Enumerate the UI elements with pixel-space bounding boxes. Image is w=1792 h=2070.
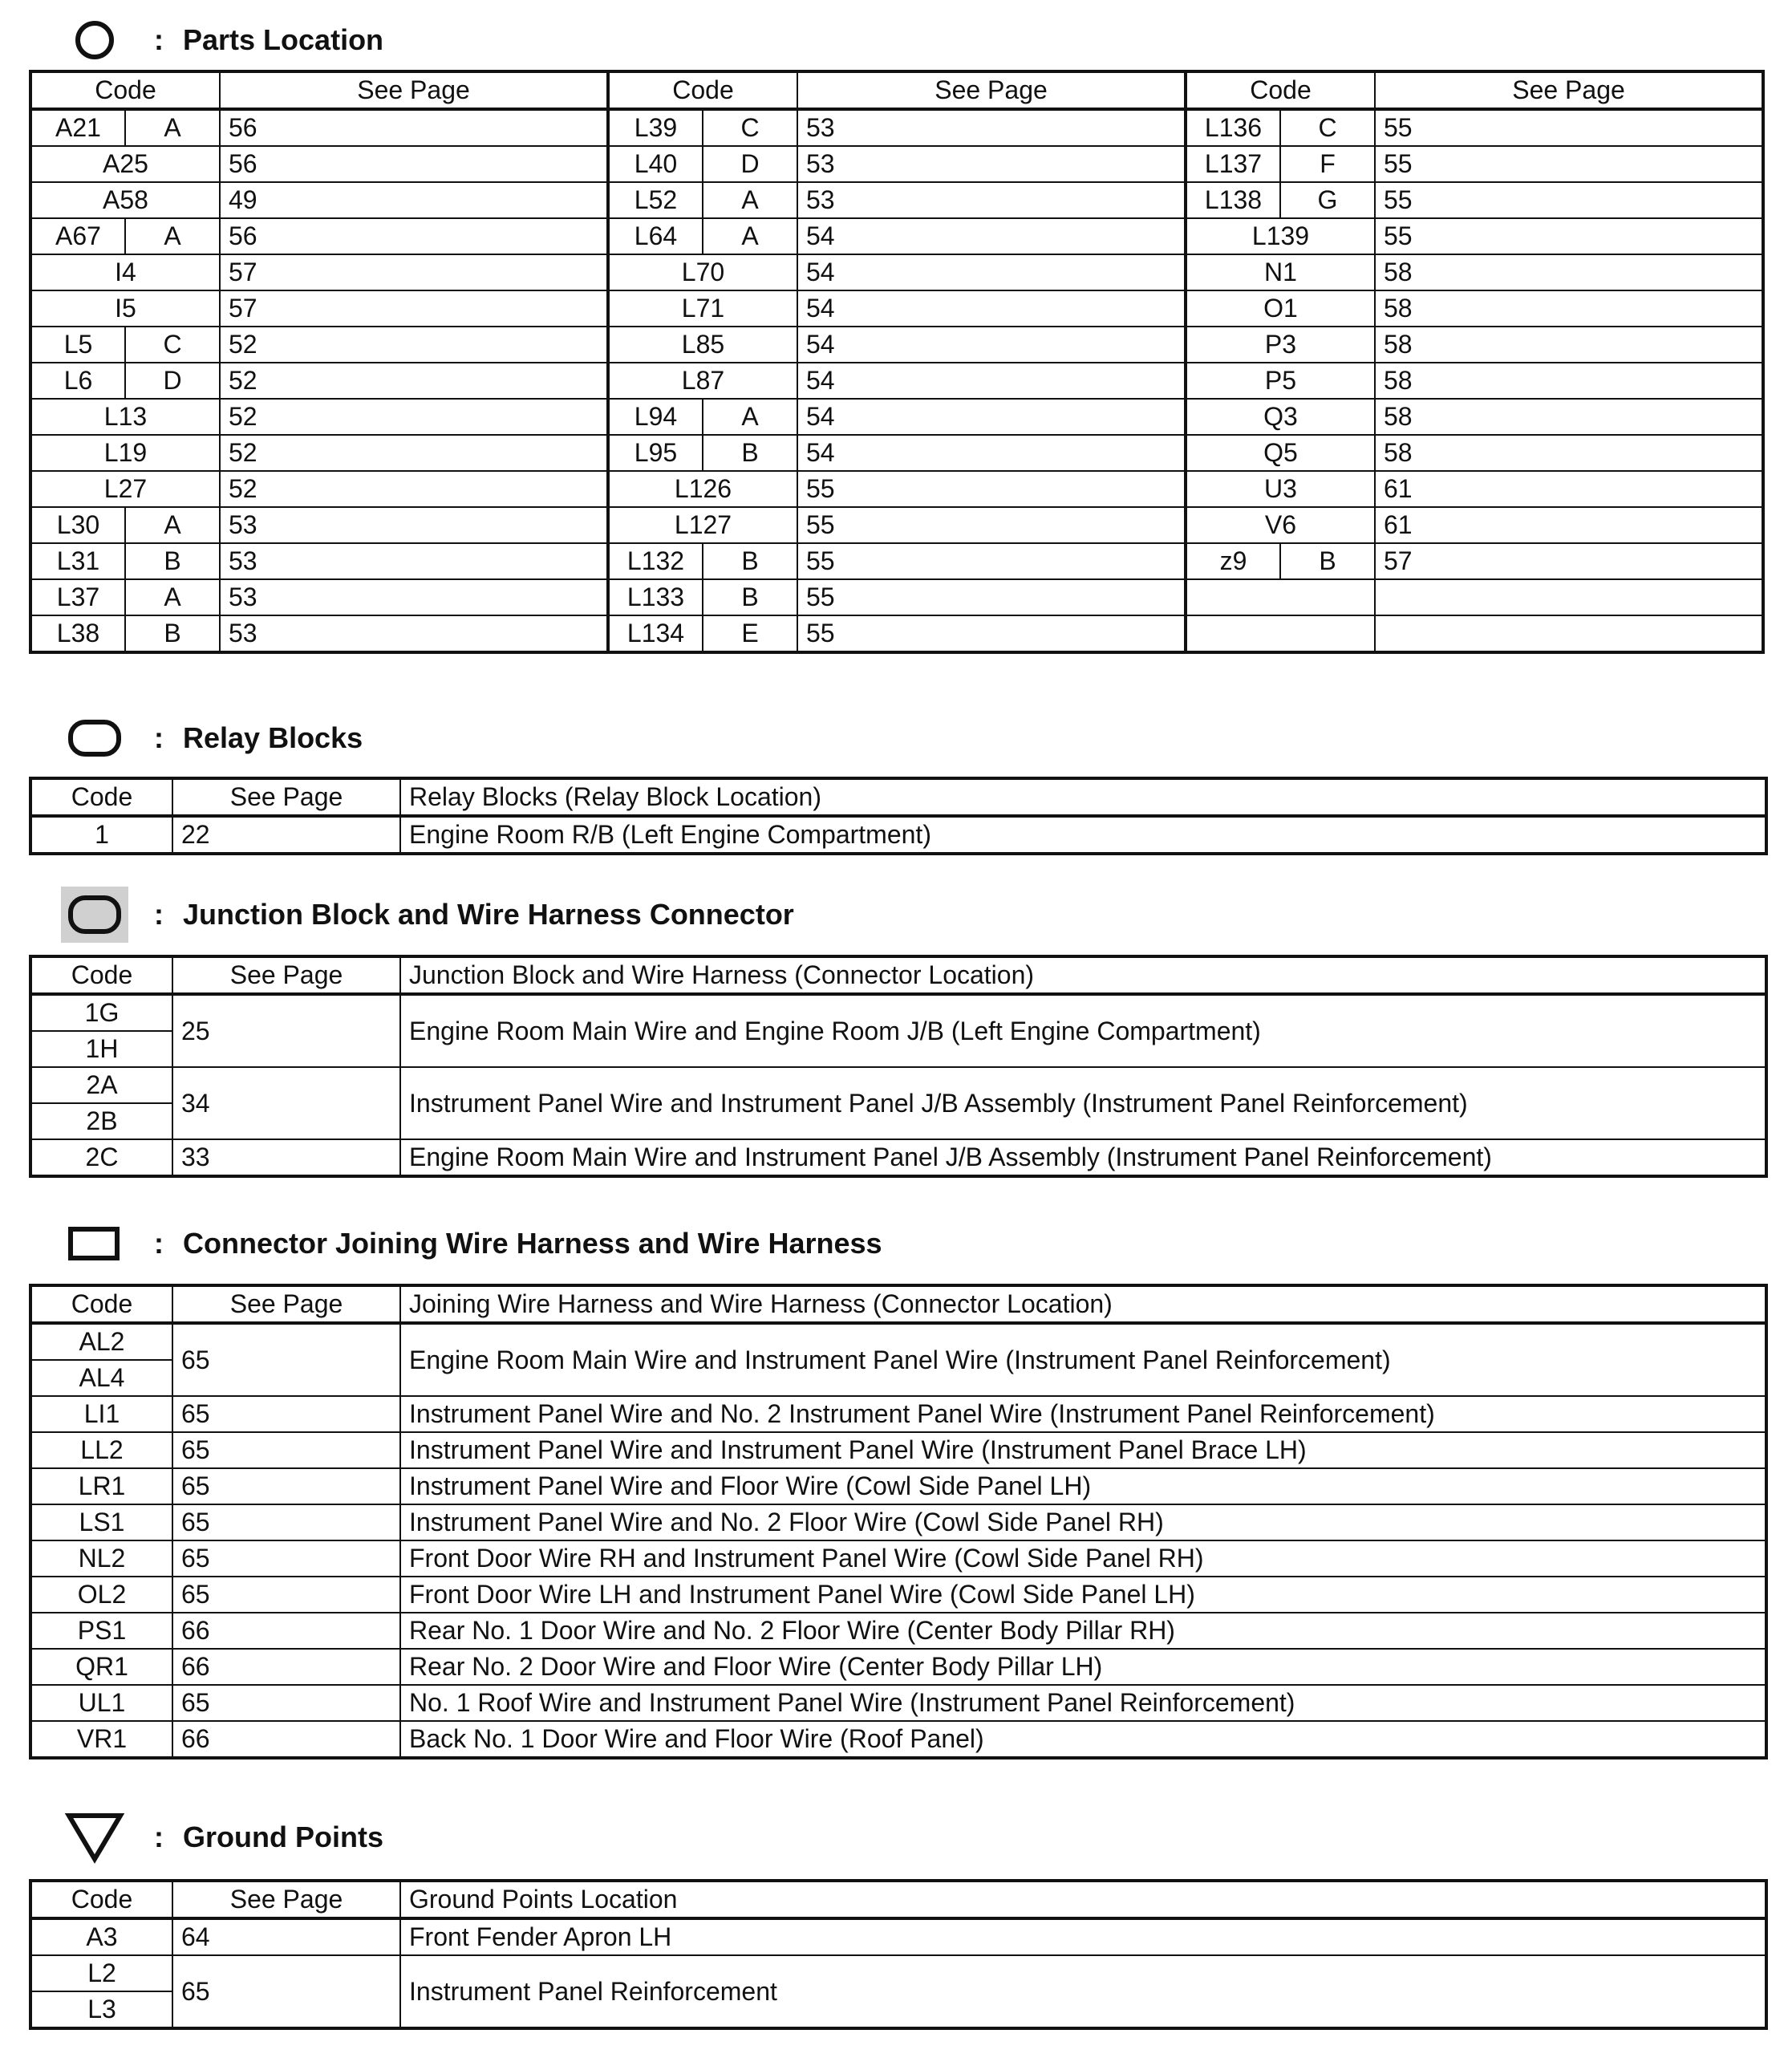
part-see-page: 53	[797, 182, 1186, 218]
part-code: L52	[608, 182, 703, 218]
table-header-row	[30, 1285, 1766, 1323]
part-sub-code: C	[125, 327, 220, 363]
table-row	[30, 1432, 1766, 1468]
part-sub-code: G	[1280, 182, 1375, 218]
row-see-page: 22	[172, 816, 400, 854]
part-code: U3	[1186, 471, 1375, 507]
part-code: P3	[1186, 327, 1375, 363]
connector-joining-title: Connector Joining Wire Harness and Wire Harness	[183, 1227, 882, 1260]
header-description: Ground Points Location	[400, 1881, 1766, 1918]
part-code: L126	[608, 471, 797, 507]
part-code: L71	[608, 290, 797, 327]
row-see-page: 66	[172, 1721, 400, 1758]
row-code: LS1	[30, 1504, 172, 1540]
part-see-page: 53	[797, 146, 1186, 182]
header-colon: :	[154, 721, 164, 754]
header-see-page: See Page	[172, 956, 400, 994]
header-description: Junction Block and Wire Harness (Connector Location)	[400, 956, 1766, 994]
part-see-page: 52	[220, 399, 608, 435]
part-code: L64	[608, 218, 703, 254]
part-sub-code: B	[703, 435, 797, 471]
part-see-page: 57	[220, 290, 608, 327]
part-see-page: 53	[220, 615, 608, 652]
part-code: z9	[1186, 543, 1280, 579]
part-sub-code: A	[125, 109, 220, 146]
part-sub-code: B	[703, 579, 797, 615]
row-code: AL2	[30, 1323, 172, 1360]
part-see-page: 57	[220, 254, 608, 290]
part-code: Q5	[1186, 435, 1375, 471]
row-code: OL2	[30, 1577, 172, 1613]
header-colon: :	[154, 1820, 164, 1853]
row-see-page: 65	[172, 1432, 400, 1468]
part-see-page: 49	[220, 182, 608, 218]
header-code: Code	[608, 71, 797, 109]
row-code: UL1	[30, 1685, 172, 1721]
empty-cell	[1186, 615, 1375, 652]
row-see-page: 65	[172, 1323, 400, 1396]
part-see-page: 56	[220, 218, 608, 254]
part-see-page: 55	[797, 471, 1186, 507]
part-code: L70	[608, 254, 797, 290]
empty-cell	[1186, 579, 1375, 615]
table-row	[30, 435, 1763, 471]
part-code: L40	[608, 146, 703, 182]
part-code: A25	[30, 146, 220, 182]
row-description: Rear No. 2 Door Wire and Floor Wire (Center Body Pillar LH)	[400, 1649, 1766, 1685]
rectangle-icon	[55, 1212, 135, 1276]
part-sub-code: C	[703, 109, 797, 146]
part-code: L6	[30, 363, 125, 399]
row-description: Engine Room Main Wire and Instrument Panel Wire (Instrument Panel Reinforcement)	[400, 1323, 1766, 1396]
table-row	[30, 507, 1763, 543]
part-code: Q3	[1186, 399, 1375, 435]
part-code: L38	[30, 615, 125, 652]
header-code: Code	[30, 1285, 172, 1323]
header-code: Code	[30, 1881, 172, 1918]
header-code: Code	[30, 778, 172, 816]
part-see-page: 54	[797, 218, 1186, 254]
junction-block-table	[29, 955, 1768, 1178]
table-header-row	[30, 956, 1766, 994]
part-see-page: 53	[220, 507, 608, 543]
header-see-page: See Page	[172, 1881, 400, 1918]
row-description: Front Door Wire RH and Instrument Panel Wire (Cowl Side Panel RH)	[400, 1540, 1766, 1577]
part-code: V6	[1186, 507, 1375, 543]
part-see-page: 56	[220, 146, 608, 182]
row-description: Engine Room Main Wire and Instrument Panel J/B Assembly (Instrument Panel Reinforcement)	[400, 1139, 1766, 1176]
part-see-page: 55	[1375, 218, 1763, 254]
circle-icon	[55, 8, 135, 72]
table-row	[30, 579, 1763, 615]
table-row	[30, 1918, 1766, 1955]
table-row	[30, 254, 1763, 290]
empty-cell	[1375, 615, 1763, 652]
row-description: Instrument Panel Reinforcement	[400, 1955, 1766, 2028]
row-code: L3	[30, 1991, 172, 2028]
header-colon: :	[154, 23, 164, 56]
part-code: L87	[608, 363, 797, 399]
part-see-page: 54	[797, 327, 1186, 363]
part-see-page: 58	[1375, 254, 1763, 290]
part-code: I5	[30, 290, 220, 327]
part-code: L85	[608, 327, 797, 363]
part-see-page: 55	[1375, 182, 1763, 218]
parts-location-table	[29, 70, 1765, 654]
header-colon: :	[154, 898, 164, 931]
row-code: QR1	[30, 1649, 172, 1685]
part-sub-code: B	[703, 543, 797, 579]
part-code: L137	[1186, 146, 1280, 182]
table-row	[30, 1067, 1766, 1103]
part-see-page: 57	[1375, 543, 1763, 579]
header-see-page: See Page	[220, 71, 608, 109]
row-see-page: 33	[172, 1139, 400, 1176]
part-see-page: 56	[220, 109, 608, 146]
row-code: 1G	[30, 994, 172, 1031]
relay-blocks-title: Relay Blocks	[183, 721, 363, 754]
part-code: L31	[30, 543, 125, 579]
row-code: 2C	[30, 1139, 172, 1176]
part-see-page: 55	[797, 615, 1186, 652]
relay-blocks-header	[55, 706, 363, 770]
row-see-page: 34	[172, 1067, 400, 1139]
part-code: L5	[30, 327, 125, 363]
table-row	[30, 109, 1763, 146]
header-code: Code	[30, 71, 220, 109]
part-sub-code: B	[125, 615, 220, 652]
part-code: L19	[30, 435, 220, 471]
row-description: Instrument Panel Wire and Instrument Panel Wire (Instrument Panel Brace LH)	[400, 1432, 1766, 1468]
part-see-page: 58	[1375, 399, 1763, 435]
row-description: Rear No. 1 Door Wire and No. 2 Floor Wire (Center Body Pillar RH)	[400, 1613, 1766, 1649]
table-row	[30, 327, 1763, 363]
table-row	[30, 1323, 1766, 1360]
header-see-page: See Page	[797, 71, 1186, 109]
part-see-page: 55	[797, 543, 1186, 579]
part-code: L13	[30, 399, 220, 435]
table-row	[30, 363, 1763, 399]
row-see-page: 66	[172, 1649, 400, 1685]
part-see-page: 52	[220, 363, 608, 399]
parts-location-header	[55, 8, 383, 72]
part-see-page: 54	[797, 363, 1186, 399]
row-code: VR1	[30, 1721, 172, 1758]
table-header-row	[30, 778, 1766, 816]
part-see-page: 61	[1375, 507, 1763, 543]
part-see-page: 53	[220, 543, 608, 579]
part-see-page: 52	[220, 471, 608, 507]
row-code: LI1	[30, 1396, 172, 1432]
table-row	[30, 1396, 1766, 1432]
row-description: Front Fender Apron LH	[400, 1918, 1766, 1955]
row-code: 2A	[30, 1067, 172, 1103]
table-row	[30, 182, 1763, 218]
ground-points-title: Ground Points	[183, 1820, 383, 1853]
part-see-page: 58	[1375, 290, 1763, 327]
part-code: I4	[30, 254, 220, 290]
part-see-page: 53	[797, 109, 1186, 146]
row-code: LR1	[30, 1468, 172, 1504]
header-see-page: See Page	[1375, 71, 1763, 109]
row-code: NL2	[30, 1540, 172, 1577]
ground-points-header	[55, 1805, 383, 1869]
part-code: A21	[30, 109, 125, 146]
row-code: 2B	[30, 1103, 172, 1139]
header-description: Relay Blocks (Relay Block Location)	[400, 778, 1766, 816]
part-sub-code: D	[125, 363, 220, 399]
table-row	[30, 1540, 1766, 1577]
part-code: L133	[608, 579, 703, 615]
table-row	[30, 1139, 1766, 1176]
table-row	[30, 471, 1763, 507]
row-description: Instrument Panel Wire and Instrument Panel J/B Assembly (Instrument Panel Reinforcement)	[400, 1067, 1766, 1139]
row-description: Instrument Panel Wire and No. 2 Instrument Panel Wire (Instrument Panel Reinforcement)	[400, 1396, 1766, 1432]
row-see-page: 65	[172, 1540, 400, 1577]
connector-joining-header	[55, 1212, 882, 1276]
relay-blocks-table	[29, 777, 1768, 855]
part-code: L134	[608, 615, 703, 652]
table-row	[30, 290, 1763, 327]
row-see-page: 65	[172, 1685, 400, 1721]
row-code: A3	[30, 1918, 172, 1955]
part-code: L138	[1186, 182, 1280, 218]
part-sub-code: F	[1280, 146, 1375, 182]
part-sub-code: E	[703, 615, 797, 652]
part-see-page: 54	[797, 399, 1186, 435]
triangle-down-icon	[55, 1805, 135, 1869]
part-see-page: 55	[797, 507, 1186, 543]
row-see-page: 25	[172, 994, 400, 1067]
row-description: No. 1 Roof Wire and Instrument Panel Wire (Instrument Panel Reinforcement)	[400, 1685, 1766, 1721]
junction-block-header	[55, 883, 794, 947]
row-description: Engine Room R/B (Left Engine Compartment)	[400, 816, 1766, 854]
table-row	[30, 399, 1763, 435]
table-row	[30, 1468, 1766, 1504]
part-code: L37	[30, 579, 125, 615]
connector-joining-table	[29, 1284, 1768, 1760]
part-see-page: 58	[1375, 435, 1763, 471]
part-code: L39	[608, 109, 703, 146]
row-description: Instrument Panel Wire and Floor Wire (Cowl Side Panel LH)	[400, 1468, 1766, 1504]
part-see-page: 54	[797, 254, 1186, 290]
header-see-page: See Page	[172, 778, 400, 816]
part-sub-code: A	[125, 218, 220, 254]
header-colon: :	[154, 1227, 164, 1260]
row-see-page: 65	[172, 1468, 400, 1504]
row-see-page: 65	[172, 1577, 400, 1613]
table-row	[30, 146, 1763, 182]
part-code: L30	[30, 507, 125, 543]
junction-block-title: Junction Block and Wire Harness Connector	[183, 898, 794, 931]
row-code: LL2	[30, 1432, 172, 1468]
header-description: Joining Wire Harness and Wire Harness (Connector Location)	[400, 1285, 1766, 1323]
part-code: L132	[608, 543, 703, 579]
row-see-page: 66	[172, 1613, 400, 1649]
part-see-page: 58	[1375, 363, 1763, 399]
row-description: Instrument Panel Wire and No. 2 Floor Wire (Cowl Side Panel RH)	[400, 1504, 1766, 1540]
part-sub-code: A	[703, 218, 797, 254]
part-sub-code: B	[125, 543, 220, 579]
part-see-page: 55	[1375, 109, 1763, 146]
table-row	[30, 816, 1766, 854]
part-code: L27	[30, 471, 220, 507]
header-see-page: See Page	[172, 1285, 400, 1323]
row-see-page: 65	[172, 1504, 400, 1540]
table-row	[30, 1613, 1766, 1649]
table-header-row	[30, 71, 1763, 109]
parts-location-title: Parts Location	[183, 23, 384, 56]
ground-points-table	[29, 1879, 1768, 2030]
row-code: PS1	[30, 1613, 172, 1649]
part-sub-code: B	[1280, 543, 1375, 579]
row-description: Front Door Wire LH and Instrument Panel Wire (Cowl Side Panel LH)	[400, 1577, 1766, 1613]
table-row	[30, 1685, 1766, 1721]
part-see-page: 52	[220, 327, 608, 363]
part-sub-code: A	[703, 399, 797, 435]
part-see-page: 53	[220, 579, 608, 615]
row-code: 1H	[30, 1031, 172, 1067]
part-code: P5	[1186, 363, 1375, 399]
row-code: AL4	[30, 1360, 172, 1396]
rounded-rect-icon	[55, 706, 135, 770]
part-see-page: 55	[797, 579, 1186, 615]
part-code: L95	[608, 435, 703, 471]
table-row	[30, 1955, 1766, 1991]
part-code: L139	[1186, 218, 1375, 254]
row-code: 1	[30, 816, 172, 854]
table-row	[30, 615, 1763, 652]
part-code: L127	[608, 507, 797, 543]
part-sub-code: A	[703, 182, 797, 218]
part-sub-code: A	[125, 579, 220, 615]
part-see-page: 58	[1375, 327, 1763, 363]
part-code: L94	[608, 399, 703, 435]
part-code: N1	[1186, 254, 1375, 290]
table-row	[30, 1721, 1766, 1758]
shaded-rounded-rect-icon	[55, 883, 135, 947]
part-see-page: 52	[220, 435, 608, 471]
empty-cell	[1375, 579, 1763, 615]
table-row	[30, 1649, 1766, 1685]
part-code: A67	[30, 218, 125, 254]
table-row	[30, 1577, 1766, 1613]
part-code: L136	[1186, 109, 1280, 146]
table-row	[30, 218, 1763, 254]
row-code: L2	[30, 1955, 172, 1991]
row-see-page: 65	[172, 1396, 400, 1432]
table-row	[30, 994, 1766, 1031]
table-row	[30, 543, 1763, 579]
table-row	[30, 1504, 1766, 1540]
part-sub-code: A	[125, 507, 220, 543]
header-code: Code	[30, 956, 172, 994]
row-description: Back No. 1 Door Wire and Floor Wire (Roof Panel)	[400, 1721, 1766, 1758]
part-sub-code: C	[1280, 109, 1375, 146]
part-see-page: 55	[1375, 146, 1763, 182]
row-description: Engine Room Main Wire and Engine Room J/B (Left Engine Compartment)	[400, 994, 1766, 1067]
header-code: Code	[1186, 71, 1375, 109]
table-header-row	[30, 1881, 1766, 1918]
part-code: O1	[1186, 290, 1375, 327]
part-see-page: 54	[797, 435, 1186, 471]
part-see-page: 61	[1375, 471, 1763, 507]
row-see-page: 65	[172, 1955, 400, 2028]
row-see-page: 64	[172, 1918, 400, 1955]
part-see-page: 54	[797, 290, 1186, 327]
part-code: A58	[30, 182, 220, 218]
part-sub-code: D	[703, 146, 797, 182]
